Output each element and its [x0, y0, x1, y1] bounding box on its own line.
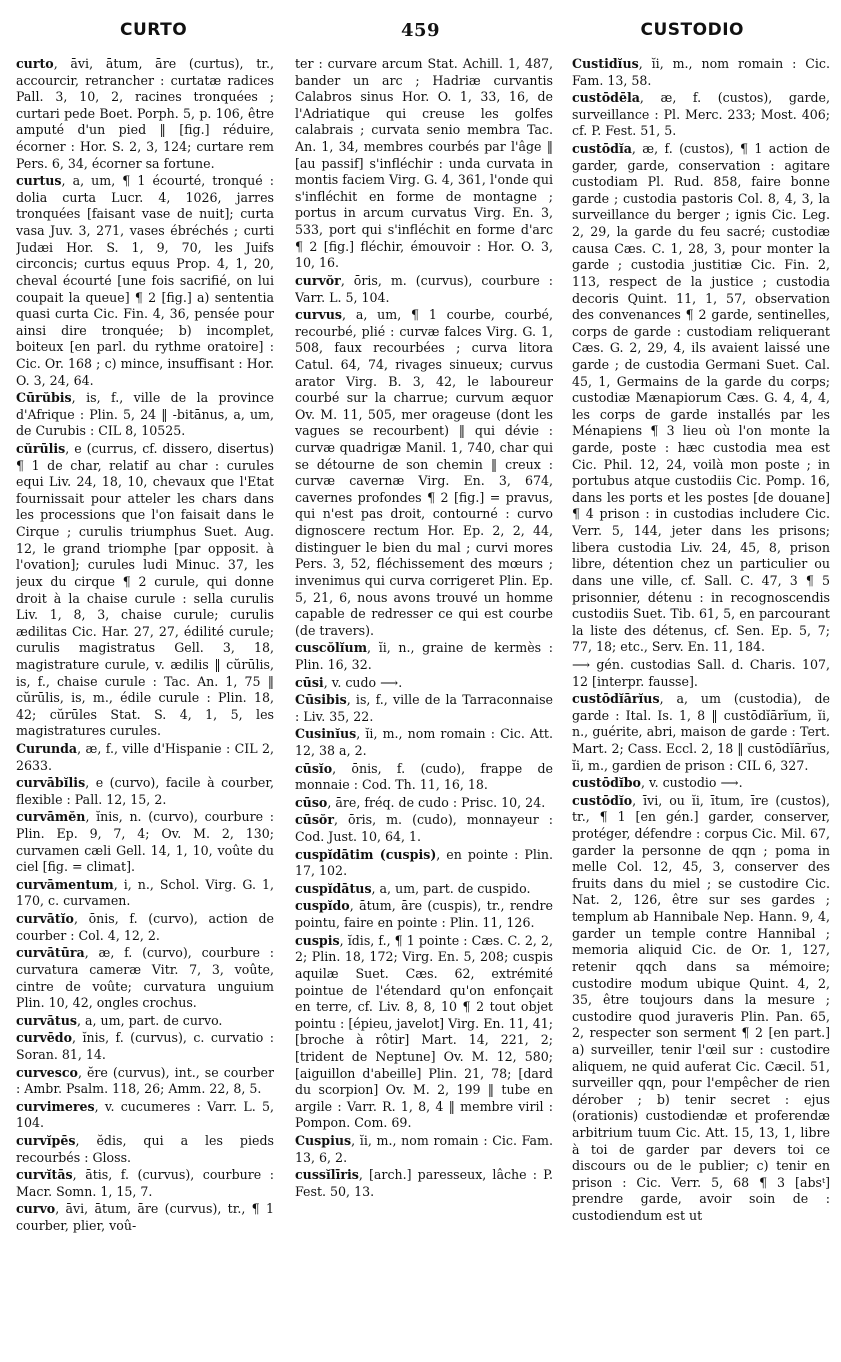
headword: cuspĭdātus — [295, 880, 372, 896]
dictionary-entry: cuspĭdātus, a, um, part. de cuspido. — [295, 880, 531, 896]
headword: Cuspius — [295, 1133, 352, 1148]
dictionary-entry: cŭrūlis, e (currus, cf. dissero, disertus) ¶ 1 de char, relatif au char : curules equi Liv. 24, 18, 10, chevaux que l'Etat fournissait pour atteler les chars dans les processions que l'on faisait dans le Cirque ; curulis triumphus Suet. Aug. 12, le grand triomphe [par opposit. à l'ovation]; curules ludi Minuc. 37, les jeux du cirque ¶ 2 curule, qui donne droit à la chaise curule : sella curulis Liv. 1, 8, 3, chaise curule; curulis ædilitas Cic. Har. 27, 27, édilité curule; curulis magistratus Gell. 3, 18, magistrature curule, v. ædilis ‖ cŭrūlis, is, f., chaise curule : Tac. An. 1, 75 ‖ cŭrūlis, is, m., édile curule : Plin. 18, 42; cŭrūles Stat. S. 4, 1, 5, les magistratures curules. — [16, 441, 274, 739]
dictionary-entry: Custidĭus, ĭi, m., nom romain : Cic. Fam. 13, 58. — [572, 56, 830, 88]
dictionary-entry: curto, āvi, ātum, āre (curtus), tr., accourcir, retrancher : curtatæ radices Pall. 3, 10, 2, racines tronquées ; curtari pede Boet. Porph. 5, p. 106, être amputé d'un pied ‖ [fig.] réduire, écorner : Hor. S. 2, 3, 124; curtare rem Pers. 6, 34, écorner sa fortune. — [16, 56, 274, 171]
dictionary-entry: curvo, āvi, ātum, āre (curvus), tr., ¶ 1 courber, plier, voû- — [16, 1201, 274, 1234]
dictionary-entry: custōdĭa, æ, f. (custos), ¶ 1 action de garder, garde, conservation : agitare custodiam Pl. Rud. 858, faire bonne garde ; custodia pastoris Col. 8, 4, 3, la surveillance du berger ; ignis Cic. Leg. 2, 29, la garde du feu sacré; custodiæ causa Cæs. C. 1, 28, 3, pour monter la garde ; custodia justitiæ Cic. Fin. 2, 113, respect de la justice ; custodia decoris Quint. 11, 1, 57, observation des convenances ¶ 2 garde, sentinelles, corps de garde : custodiam reliquerant Cæs. G. 2, 29, 4, ils avaient laissé une garde ; de custodia Germani Suet. Cal. 45, 1, Germains de la garde du corps; custodiæ Mænapiorum Cæs. G. 4, 4, 4, les corps de garde installés par les Ménapiens ¶ 3 lieu où l'on monte la garde, poste : hæc custodia mea est Cic. Phil. 12, 24, voilà mon poste ; in portubus atque custodiis Cic. Pomp. 16, dans les ports et les postes [de douane] ¶ 4 prison : in custodias includere Cic. Verr. 5, 144, jeter dans les prisons; libera custodia Liv. 24, 45, 8, prison libre, détention chez un particulier ou dans une ville, cf. Sall. C. 47, 3 ¶ 5 prisonnier, détenu : in recognoscendis custodiis Suet. Tib. 61, 5, en parcourant la liste des détenus, cf. Sen. Ep. 5, 7; 77, 18; etc., Serv. En. 11, 184. — [572, 141, 830, 655]
dictionary-entry: curvātĭo, ōnis, f. (curvo), action de courber : Col. 4, 12, 2. — [16, 911, 274, 943]
headword: Cusinĭus — [295, 726, 357, 742]
dictionary-entry: Cusinĭus, ĭi, m., nom romain : Cic. Att. 12, 38 a, 2. — [295, 726, 553, 758]
dictionary-entry: cuspis, ĭdis, f., ¶ 1 pointe : Cæs. C. 2, 2, 2; Plin. 18, 172; Virg. En. 5, 208; cuspis aquilæ Suet. Cæs. 62, extrémité pointue de l'étendard qu'on enfonçait en terre, cf. Liv. 8, 8, 10 ¶ 2 tout objet pointu : [épieu, javelot] Virg. En. 11, 41; [broche à rôtir] Mart. 14, 221, 2; [trident de Neptune] Ov. M. 12, 580; [aiguillon d'abeille] Plin. 21, 78; [dard du scorpion] Ov. M. 2, 199 ‖ tube en argile : Varr. R. 1, 8, 4 ‖ membre viril : Pompon. Com. 69. — [295, 932, 553, 1131]
dictionary-entry: curvimeres, v. cucumeres : Varr. L. 5, 104. — [16, 1098, 274, 1131]
headword: cuspĭdātim (cuspis) — [295, 846, 437, 862]
dictionary-entry: curvātus, a, um, part. de curvo. — [16, 1012, 223, 1028]
headword: cuspis — [295, 932, 340, 948]
dictionary-entry: Cūsibis, is, f., ville de la Tarraconnaise : Liv. 35, 22. — [295, 692, 553, 724]
page-header — [0, 0, 841, 46]
headword: curvo — [16, 1201, 56, 1217]
headword: custōdĭo — [572, 792, 633, 808]
headword: custōdĭbo — [572, 775, 641, 791]
headword: curto — [16, 56, 54, 71]
dictionary-entry: cuscŏlĭum, ĭi, n., graine de kermès : Plin. 16, 32. — [295, 640, 553, 672]
headword: curvus — [295, 307, 343, 323]
dictionary-entry: curvĭtās, ātis, f. (curvus), courbure : Macr. Somn. 1, 15, 7. — [16, 1167, 274, 1199]
headword: cuspĭdo — [295, 898, 350, 914]
headword: curvĭpēs — [16, 1133, 76, 1148]
headword: cūsŏr — [295, 812, 334, 828]
dictionary-entry: custōdĭārĭus, a, um (custodia), de garde : Ital. Is. 1, 8 ‖ custōdĭārĭum, ĭi, n., guérite, abri, maison de garde : Tert. Mart. 2; Cass. Eccl. 2, 18 ‖ custōdĭārĭus, ĭi, m., gardien de prison : CIL 6, 327. — [572, 691, 830, 773]
dictionary-entry: ter : curvare arcum Stat. Achill. 1, 487, bander un arc ; Hadriæ curvantis Calabros sinus Hor. O. 1, 33, 16, de l'Adriatique qui creuse les golfes calabrais ; curvata senio membra Tac. An. 1, 34, membres courbés par l'âge ‖ [au passif] s'infléchir : unda curvata in montis faciem Virg. G. 4, 361, l'onde qui s'infléchit en forme de montagne ; portus in arcum curvatus Virg. En. 3, 533, port qui s'infléchit en forme d'arc ¶ 2 [fig.] fléchir, émouvoir : Hor. O. 3, 10, 16. — [295, 56, 553, 271]
dictionary-entry: curtus, a, um, ¶ 1 écourté, tronqué : dolia curta Lucr. 4, 1026, jarres tronquées [faisant vase de nuit]; curta vasa Juv. 3, 271, vases ébréchés ; curti Judæi Hor. S. 1, 9, 70, les Juifs circoncis; curtus equus Prop. 4, 1, 20, cheval écourté [une fois sacrifié, on lui coupait la queue] ¶ 2 [fig.] a) sententia quasi curta Cic. Fin. 4, 36, pensée pour ainsi dire tronquée; b) incomplet, boiteux [en parl. du rythme oratoire] : Cic. Or. 168 ; c) mince, insuffisant : Hor. O. 3, 24, 64. — [16, 173, 274, 388]
headword: curvātĭo — [16, 911, 74, 927]
headword: curvātus — [16, 1012, 78, 1028]
headword: cūsĭo — [295, 760, 333, 776]
running-head-left: CURTO — [120, 20, 188, 40]
headword: cūso — [295, 794, 328, 810]
dictionary-entry: Cuspius, ĭi, m., nom romain : Cic. Fam. 13, 6, 2. — [295, 1133, 553, 1165]
dictionary-entry: curvēdo, ĭnis, f. (curvus), c. curvatio : Soran. 81, 14. — [16, 1030, 274, 1062]
headword: curvēdo — [16, 1030, 72, 1046]
headword: cŭrūlis — [16, 441, 66, 457]
dictionary-entry: curvĭpēs, ĕdis, qui a les pieds recourbés : Gloss. — [16, 1133, 274, 1165]
headword: custōdēla — [572, 90, 640, 106]
column-1 — [16, 56, 274, 1356]
headword: Cūsibis — [295, 692, 347, 708]
dictionary-entry: cūsĭo, ōnis, f. (cudo), frappe de monnaie : Cod. Th. 11, 16, 18. — [295, 760, 553, 793]
dictionary-entry: curvŏr, ōris, m. (curvus), courbure : Varr. L. 5, 104. — [295, 272, 553, 305]
headword: Cūrŭbis — [16, 390, 72, 406]
dictionary-entry: curvābĭlis, e (curvo), facile à courber, flexible : Pall. 12, 15, 2. — [16, 775, 274, 807]
dictionary-entry: cussĭlīris, [arch.] paresseux, lâche : P. Fest. 50, 13. — [295, 1167, 553, 1199]
headword: custōdĭārĭus — [572, 691, 660, 707]
headword: cussĭlīris — [295, 1167, 359, 1183]
dictionary-entry: cūso, āre, fréq. de cudo : Prisc. 10, 24. — [295, 794, 546, 810]
dictionary-entry: Cūrŭbis, is, f., ville de la province d'Afrique : Plin. 5, 24 ‖ -bitānus, a, um, de Curubis : CIL 8, 10525. — [16, 390, 274, 439]
dictionary-entry: custōdēla, æ, f. (custos), garde, surveillance : Pl. Merc. 233; Most. 406; cf. P. Fest. 51, 5. — [572, 90, 830, 139]
dictionary-entry: curvesco, ĕre (curvus), int., se courber : Ambr. Psalm. 118, 26; Amm. 22, 8, 5. — [16, 1064, 274, 1097]
headword: curvātūra — [16, 945, 85, 961]
running-head-right: CUSTODIO — [640, 20, 744, 40]
headword: Curunda — [16, 740, 78, 756]
headword: curvesco — [16, 1064, 78, 1080]
headword: curvĭtās — [16, 1167, 73, 1183]
headword: curvŏr — [295, 272, 341, 288]
dictionary-entry: custōdĭo, īvi, ou ĭi, ītum, īre (custos), tr., ¶ 1 [en gén.] garder, conserver, protéger, défendre : corpus Cic. Mil. 67, garder la personne de qqn ; poma in melle Col. 12, 45, 3, conserver des fruits dans du miel ; se custodire Cic. Nat. 2, 126, être sur ses gardes ; templum ab Hannibale Nep. Hann. 9, 4, garder un temple contre Hannibal ; memoria aliquid Cic. de Or. 1, 127, retenir qqch dans sa mémoire; custodire modum ubique Quint. 4, 2, 35, être toujours dans la mesure ; custodire quod juraveris Plin. Pan. 65, 2, respecter son serment ¶ 2 [en part.] a) surveiller, tenir l'œil sur : custodire aliquem, ne quid auferat Cic. Cæcil. 51, surveiller qqn, pour l'empêcher de rien dérober ; b) tenir secret : ejus (orationis) custodiendæ et proferendæ arbitrium tuum Cic. Att. 15, 13, 1, libre à toi de garder par devers toi ce discours ou de le publier; c) tenir en prison : Cic. Verr. 5, 68 ¶ 3 [absᵗ] prendre garde, avoir soin de : custodiendum est ut — [572, 792, 830, 1224]
headword: curvāmĕn — [16, 809, 86, 825]
headword: Custidĭus — [572, 56, 639, 71]
headword: curvābĭlis — [16, 775, 86, 791]
page-number: 459 — [400, 20, 441, 41]
dictionary-entry: curvus, a, um, ¶ 1 courbe, courbé, recourbé, plié : curvæ falces Virg. G. 1, 508, faux recourbées ; curva litora Catul. 64, 74, rivages sinueux; curvus arator Virg. B. 3, 42, le laboureur courbé sur la charrue; curvum æquor Ov. M. 11, 505, mer orageuse (dont les vagues se recourbent) ‖ qui dévie : curvæ quadrigæ Manil. 1, 740, char qui se détourne de son chemin ‖ creux : curvæ cavernæ Virg. En. 3, 674, cavernes profondes ¶ 2 [fig.] = pravus, qui n'est pas droit, contourné : curvo dignoscere rectum Hor. Ep. 2, 2, 44, distinguer le bien du mal ; curvi mores Pers. 3, 52, fléchissement des mœurs ; invenimus qui curva corrigeret Plin. Ep. 5, 21, 6, nous avons trouvé un homme capable de redresser ce qui est courbe (de travers). — [295, 307, 553, 638]
dictionary-entry: Curunda, æ, f., ville d'Hispanie : CIL 2, 2633. — [16, 740, 274, 773]
headword: curtus — [16, 173, 62, 189]
headword: curvimeres — [16, 1098, 95, 1114]
dictionary-columns — [16, 56, 828, 1356]
headword: curvāmentum — [16, 876, 114, 892]
headword: custōdĭa — [572, 141, 632, 157]
dictionary-entry: cuspĭdo, ātum, āre (cuspis), tr., rendre pointu, faire en pointe : Plin. 11, 126. — [295, 898, 553, 931]
dictionary-entry: ⟶ gén. custodias Sall. d. Charis. 107, 12 [interpr. fausse]. — [572, 656, 830, 689]
headword: cuscŏlĭum — [295, 640, 368, 656]
dictionary-entry: curvāmentum, i, n., Schol. Virg. G. 1, 170, c. curvamen. — [16, 876, 274, 909]
dictionary-entry: curvātūra, æ, f. (curvo), courbure : curvatura cameræ Vitr. 7, 3, voûte, cintre de voûte; curvatura unguium Plin. 10, 42, ongles crochus. — [16, 945, 274, 1011]
column-2 — [295, 56, 553, 1356]
dictionary-entry: cuspĭdātim (cuspis), en pointe : Plin. 17, 102. — [295, 846, 553, 879]
dictionary-entry: cūsi, v. cudo ⟶. — [295, 674, 403, 690]
dictionary-entry: curvāmĕn, ĭnis, n. (curvo), courbure : Plin. Ep. 9, 7, 4; Ov. M. 2, 130; curvamen cæli Gell. 14, 1, 10, voûte du ciel [fig. = climat]. — [16, 809, 274, 875]
column-3 — [572, 56, 830, 1356]
dictionary-entry: custōdĭbo, v. custodio ⟶. — [572, 775, 743, 791]
headword: cūsi — [295, 674, 324, 690]
dictionary-entry: cūsŏr, ōris, m. (cudo), monnayeur : Cod. Just. 10, 64, 1. — [295, 812, 553, 845]
